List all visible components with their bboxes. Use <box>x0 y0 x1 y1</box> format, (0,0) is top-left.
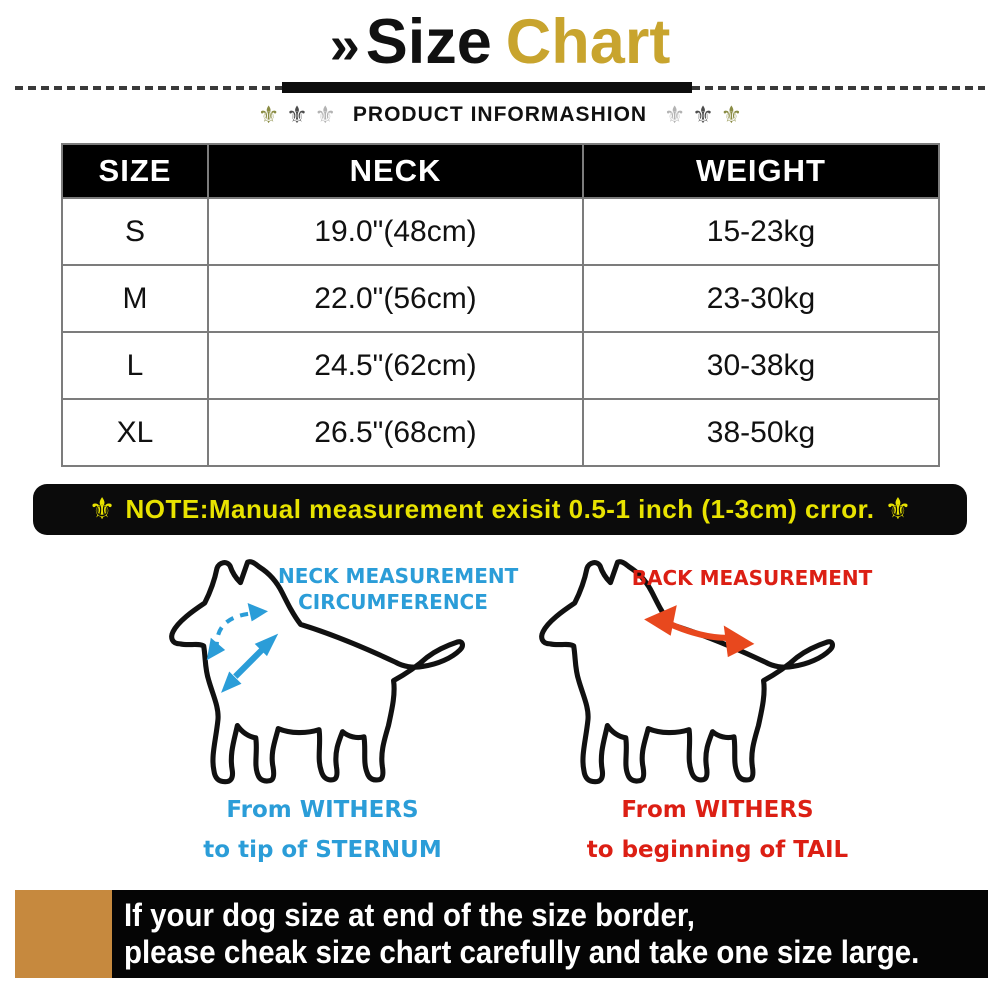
note-banner <box>33 484 967 535</box>
page-title <box>0 2 1000 85</box>
cell-neck: 19.0"(48cm) <box>208 198 583 265</box>
fleur-de-lis-icon: ⚜ <box>692 102 714 129</box>
note-text: NOTE:Manual measurement exisit 0.5-1 inch (1-3cm) crror. <box>125 494 875 524</box>
cell-weight: 38-50kg <box>583 399 939 466</box>
neck-title-line2: CIRCUMFERENCE <box>298 590 488 614</box>
cell-neck: 26.5"(68cm) <box>208 399 583 466</box>
cell-size: M <box>62 265 208 332</box>
back-title-line1: BACK MEASUREMENT <box>631 566 873 590</box>
subtitle-text: PRODUCT INFORMASHION <box>352 103 648 126</box>
footer-text-block <box>112 890 988 978</box>
footer-banner <box>15 890 988 978</box>
size-table <box>61 143 940 467</box>
cell-size: XL <box>62 399 208 466</box>
back-caption-line2: to beginning of TAIL <box>586 837 849 863</box>
cell-weight: 30-38kg <box>583 332 939 399</box>
back-caption-line1: From WITHERS <box>621 797 814 823</box>
cell-neck: 24.5"(62cm) <box>208 332 583 399</box>
title-accent: Chart <box>505 7 671 77</box>
title-arrows-icon: » <box>329 15 360 75</box>
divider-solid-center <box>282 82 692 93</box>
column-header-neck: NECK <box>208 144 583 198</box>
fleur-de-lis-icon: ⚜ <box>286 102 308 129</box>
column-header-size: SIZE <box>62 144 208 198</box>
footer-line2: please cheak size chart carefully and take one size large. <box>123 934 919 970</box>
neck-title-line1: NECK MEASUREMENT <box>278 564 519 588</box>
neck-caption-line2: to tip of STERNUM <box>203 837 442 863</box>
fleur-de-lis-icon: ⚜ <box>663 102 686 129</box>
footer-line1: If your dog size at end of the size border, <box>123 897 695 933</box>
fleur-de-lis-icon: ⚜ <box>884 493 912 526</box>
footer-tan-block <box>15 890 112 978</box>
back-measurement-caption <box>585 795 850 865</box>
back-measurement-title <box>622 565 882 591</box>
column-header-weight: WEIGHT <box>583 144 939 198</box>
table-row <box>62 265 939 332</box>
table-row <box>62 332 939 399</box>
subtitle-row <box>0 101 1000 130</box>
cell-weight: 15-23kg <box>583 198 939 265</box>
divider-dashed-left <box>15 86 282 90</box>
cell-neck: 22.0"(56cm) <box>208 265 583 332</box>
fleur-de-lis-icon: ⚜ <box>257 102 280 129</box>
table-row <box>62 399 939 466</box>
fleur-de-lis-icon: ⚜ <box>88 493 116 526</box>
title-primary: Size <box>365 7 492 77</box>
neck-measurement-title <box>278 563 519 615</box>
fleur-de-lis-icon: ⚜ <box>720 102 743 129</box>
cell-weight: 23-30kg <box>583 265 939 332</box>
table-header-row <box>62 144 939 198</box>
neck-measurement-caption <box>190 795 455 865</box>
cell-size: S <box>62 198 208 265</box>
divider-dashed-right <box>692 86 985 90</box>
fleur-de-lis-icon: ⚜ <box>314 102 337 129</box>
cell-size: L <box>62 332 208 399</box>
table-row <box>62 198 939 265</box>
neck-caption-line1: From WITHERS <box>226 797 419 823</box>
